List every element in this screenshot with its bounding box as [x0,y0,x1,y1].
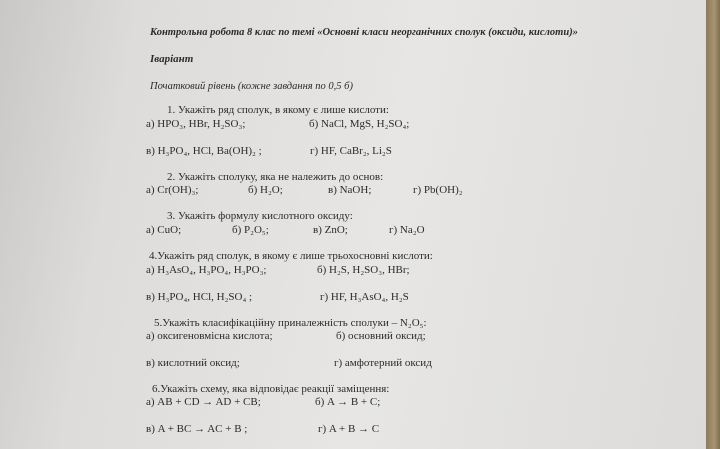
task-1-option-d: г) HF, CaBr₂, Li₂S [310,145,392,157]
task-5-option-b: б) основний оксид; [336,330,426,342]
task-5-question: 5.Укажіть класифікаційну приналежність сполуки – N₂O₅: [154,317,427,329]
task-2-option-b: б) H₂O; [248,184,283,196]
task-6-option-d: г) A + B → C [318,423,380,435]
task-1-question: 1. Укажіть ряд сполук, в якому є лише кислоти: [167,104,389,116]
task-3-option-b: б) P₂O₅; [232,224,269,236]
test-title: Контрольна робота 8 клас по темі «Основні класи неорганічних сполук (оксиди, кислоти)» [150,27,578,38]
task-6-option-c: в) A + BC → AC + B ; [146,423,248,435]
task-5-option-a: а) оксигеновмісна кислота; [146,330,273,342]
task-4-option-d: г) HF, H₃AsO₄, H₂S [320,291,409,303]
level-label: Початковий рівень (кожне завдання по 0,5 б) [150,81,353,92]
task-3-option-a: а) CuO; [146,224,182,236]
task-6-question: 6.Укажіть схему, яка відповідає реакції заміщення: [152,383,390,395]
task-6-option-b: б) A → B + C; [315,396,381,408]
task-3-question: 3. Укажіть формулу кислотного оксиду: [167,210,353,222]
task-4-option-a: а) H₃AsO₄, H₃PO₄, H₃PO₃; [146,264,267,276]
table-edge [706,0,720,449]
task-1-option-c: в) H₃PO₄, HCl, Ba(OH)₂ ; [146,145,262,157]
task-4-option-c: в) H₃PO₄, HCl, H₂SO₄ ; [146,291,253,303]
task-5-option-c: в) кислотний оксид; [146,357,240,369]
task-3-option-c: в) ZnO; [313,224,348,236]
variant-label: Іваріант [150,53,194,65]
task-3-option-d: г) Na₂O [389,224,425,236]
task-1-option-b: б) NaCl, MgS, H₂SO₄; [309,118,410,130]
task-2-option-c: в) NaOH; [328,184,372,196]
task-4-question: 4.Укажіть ряд сполук, в якому є лише трьохосновні кислоти: [149,250,433,262]
task-2-option-a: а) Cr(OH)₃; [146,184,199,196]
task-2-question: 2. Укажіть сполуку, яка не належить до основ: [167,171,384,183]
task-6-option-a: а) AB + CD → AD + CB; [146,396,261,408]
task-4-option-b: б) H₂S, H₂SO₃, HBr; [317,264,410,276]
task-5-option-d: г) амфотерний оксид [334,357,432,369]
task-1-option-a: а) HPO₃, HBr, H₂SO₃; [146,118,246,130]
task-2-option-d: г) Pb(OH)₂ [413,184,463,196]
